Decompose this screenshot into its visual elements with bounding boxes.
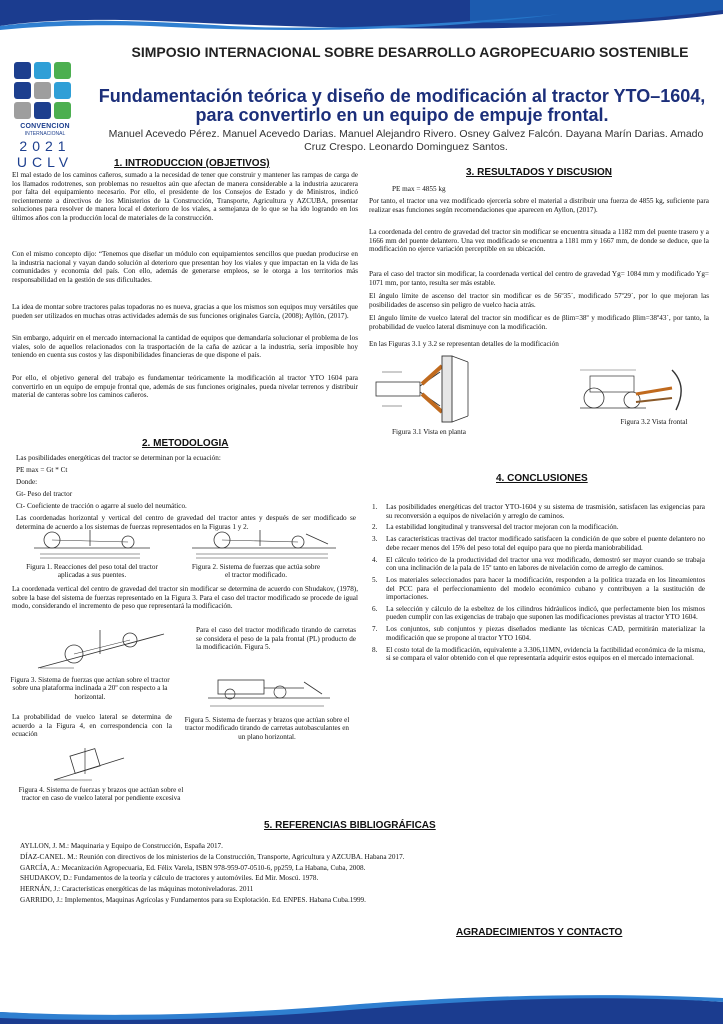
intro-heading: 1. INTRODUCCION (OBJETIVOS) <box>114 158 270 169</box>
figure-3-diagram <box>34 624 168 672</box>
conclusion-item: 1. Las posibilidades energéticas del tractor YTO-1604 y su sistema de trasmisión, satisfacen las exigencias para su reconversión a equipos de nivelación y arreglo de caminos. <box>372 503 705 520</box>
conclusion-text: La estabilidad longitudinal y transversal del tractor mejoran con la modificación. <box>386 523 619 532</box>
figure-3-1-caption: Figura 3.1 Vista en planta <box>392 428 466 436</box>
conclusion-text: El cálculo teórico de la productividad del tractor una vez modificado, demostró ser mayor cuando se trabaja con una inclinación de la pala de 15º tanto en labores de nivelación como de arreglo de caminos. <box>386 555 705 573</box>
conclusion-text: El costo total de la modificación, equivalente a 3.306,11MN, evidencia la factibilidad económica de la misma, si se compara el valor obtenido con el que representaría adquirir estos equipos en el mercado internacional. <box>386 645 705 663</box>
logo-line1: CONVENCION <box>20 123 70 130</box>
figure-4-caption: Figura 4. Sistema de fuerzas y brazos que actúan sobre el tractor en caso de vuelco lateral por pendiente excesiva <box>18 786 184 803</box>
method-heading: 2. METODOLOGIA <box>142 438 229 449</box>
conclusions-list <box>372 503 705 666</box>
logo-tile <box>14 102 31 119</box>
conclusion-item: 8. El costo total de la modificación, equivalente a 3.306,11MN, evidencia la factibilidad económica de la misma, si se compara el valor obtenido con el que representaría adquirir estos equipos en el mercado internacional. <box>372 645 705 663</box>
references-list <box>20 842 540 907</box>
convention-logo <box>14 62 76 170</box>
reference-item: DÍAZ-CANEL. M.: Reunión con directivos de los ministerios de la Construcción, Transporte, Agricultura y AZCUBA. Habana 2017. <box>20 852 405 861</box>
intro-paragraph-5: Por ello, el objetivo general del trabajo es fundamentar teóricamente la modificación al tractor YTO 1604 para convertirlo en un equipo de empuje frontal que, además de sus funciones originales, pueda nivelar terrenos y distribuir material de canteras sobre los caminos cañeros. <box>12 374 358 400</box>
logo-tile <box>34 82 51 99</box>
logo-tile <box>54 102 71 119</box>
method-paragraph-2: Las coordenadas horizontal y vertical del centro de gravedad del tractor antes y después de ser modificado se determina de acuerdo a los sistemas de fuerzas representados en la Figuras 1 y 2. <box>16 514 356 531</box>
figure-3-1-drawing <box>372 352 480 426</box>
acknowledgements-heading: AGRADECIMIENTOS Y CONTACTO <box>456 927 623 938</box>
figure-5-diagram <box>204 668 334 712</box>
logo-tile <box>14 82 31 99</box>
figure-5-caption: Figura 5. Sistema de fuerzas y brazos que actúan sobre el tractor modificado tirando de carretas autobasculantes en un plano horizontal. <box>184 716 350 741</box>
logo-mark <box>14 62 76 119</box>
conclusion-item: 3. Las características tractivas del tractor modificado satisfacen la condición de que sobre el puente delantero no debe recaer menos del 15% del peso total del equipo para que no pierda maniobrabilidad. <box>372 535 705 552</box>
conclusion-text: Las posibilidades energéticas del tractor YTO-1604 y su sistema de trasmisión, satisfacen las exigencias para su reconversión a equipos de nivelación y arreglo de caminos. <box>386 503 705 520</box>
method-paragraph-4: Para el caso del tractor modificado tirando de carretas se considera el peso de la pala frontal (PL) producto de la modificación. Figura 5. <box>196 626 356 652</box>
conference-title: SIMPOSIO INTERNACIONAL SOBRE DESARROLLO AGROPECUARIO SOSTENIBLE <box>131 44 689 60</box>
results-heading: 3. RESULTADOS Y DISCUSION <box>466 167 612 178</box>
figure-3-2-caption: Figura 3.2 Vista frontal <box>620 418 688 426</box>
conclusion-text: Las características tractivas del tractor modificado satisfacen la condición de que sobre el puente delantero no debe recaer menos del 15% del peso total del equipo para que no pierda maniobrabilidad. <box>386 535 705 552</box>
logo-tile <box>14 62 31 79</box>
conclusion-text: Los materiales seleccionados para hacer la modificación, responden a la política trazada en los lineamientos del PCC para el perfeccionamiento del modelo económico cubano y contribuyen a la sustitución de importaciones. <box>386 575 705 602</box>
figure-3-caption: Figura 3. Sistema de fuerzas que actúan sobre el tractor sobre una plataforma inclinada a 20º con respecto a la horizontal. <box>10 676 170 701</box>
conclusion-item: 5. Los materiales seleccionados para hacer la modificación, responden a la política trazada en los lineamientos del PCC para el perfeccionamiento del modelo económico cubano y contribuyen a la sustitución de importaciones. <box>372 575 705 602</box>
method-equation: PE max = Gt * Ct <box>16 466 68 474</box>
conclusion-item: 6. La selección y cálculo de la esbeltez de los cilindros hidráulicos indicó, que perfectamente bien los mismos pueden cumplir con las exigencias de trabajo que suponen las modificaciones previstas al tractor YTO 1604. <box>372 604 705 622</box>
figure-1-caption: Figura 1. Reacciones del peso total del tractor aplicadas a sus puentes. <box>26 563 158 580</box>
results-paragraph-1: Por tanto, el tractor una vez modificado ejercería sobre el material a distribuir una fuerza de 4855 kg, suficiente para realizar esas funciones según recomendaciones que aparecen en Ayllon, (2017). <box>369 197 709 214</box>
intro-paragraph-3: La idea de montar sobre tractores palas topadoras no es nueva, gracias a que los mismos son equipos muy versátiles que pueden ser utilizados en muchas otras actividades además de sus funciones originales García, (2008); Ayllón, (2017). <box>12 303 358 320</box>
results-figures-intro: En las Figuras 3.1 y 3.2 se representan detalles de la modificación <box>369 340 559 348</box>
results-paragraph-4: El ángulo límite de ascenso del tractor sin modificar es de 56º35´, modificado 57º29´, por lo que mejoran las posibilidades de ascenso sin peligro de vuelco hacia atrás. <box>369 292 709 309</box>
logo-tile <box>54 82 71 99</box>
reference-item: HERNÁN, J.: Características energéticas de las máquinas motoniveladoras. 2011 <box>20 885 254 894</box>
figure-4-diagram <box>52 744 126 784</box>
results-paragraph-2: La coordenada del centro de gravedad del tractor sin modificar se encuentra situada a 1182 mm del puente trasero y a 1666 mm del puente delantero. Una vez modificado se encuentra a 1181 mm y 1667 mm, de donde se deduce, que la modificación no ejerce variación perceptible en su ubicación. <box>369 228 709 254</box>
method-gt: Gt- Peso del tractor <box>16 490 73 498</box>
figure-3-2-drawing <box>576 362 704 416</box>
conclusions-heading: 4. CONCLUSIONES <box>496 473 588 484</box>
results-paragraph-3: Para el caso del tractor sin modificar, la coordenada vertical del centro de gravedad Yg= 1084 mm y modificado Yg= 1071 mm, por tanto, resulta ser más estable. <box>369 270 709 287</box>
top-banner <box>0 0 723 38</box>
logo-tile <box>54 62 71 79</box>
references-heading: 5. REFERENCIAS BIBLIOGRÁFICAS <box>264 820 436 831</box>
intro-paragraph-1: El mal estado de los caminos cañeros, sumado a la necesidad de tener que construir y mantener las rampas de carga de los llamados rodotrenes, son problemas no resueltos aún que afectan de manera considerable a la industria azucarera por falta del equipamiento necesario. Por ello, el presidente de los Consejos de Estado y de Ministros, indicó recientemente a directivos de los Ministerios de la Construcción, Transporte, Agricultura y AZCUBA, presentar soluciones para resolver de manera local el deterioro de los viales, a semejanza de lo que se ha ido logrando en los últimos años con la producción local de materiales de la construcción. <box>12 171 358 222</box>
method-paragraph-5: La probabilidad de vuelco lateral se determina de acuerdo a la Figura 4, en correspondencia con la ecuación <box>12 713 172 739</box>
logo-year: 2021 <box>19 138 71 154</box>
authors: Manuel Acevedo Pérez. Manuel Acevedo Darias. Manuel Alejandro Rivero. Osney Galvez Falcón. Dayana Marín Darias. Amado Cruz Crespo. Leonardo Dominguez Santos. <box>108 128 704 153</box>
reference-item: AYLLON, J. M.: Maquinaria y Equipo de Construcción, España 2017. <box>20 842 223 850</box>
method-paragraph-1: Las posibilidades energéticas del tractor se determinan por la ecuación: <box>16 454 221 462</box>
figure-2-caption: Figura 2. Sistema de fuerzas que actúa sobre el tractor modificado. <box>191 563 321 580</box>
figure-1-diagram <box>30 526 154 560</box>
results-pe: PE max = 4855 kg <box>392 185 446 193</box>
logo-line2: INTERNACIONAL <box>24 131 66 137</box>
method-paragraph-3: La coordenada vertical del centro de gravedad del tractor sin modificar se determina de acuerdo con Shudakov, (1978), sobre la base del sistema de fuerzas representado en la Figura 3. Para el caso del tractor modificado se procede de igual modo, considerando el incremento de peso que representará la modificación. <box>12 585 358 611</box>
intro-paragraph-2: Con el mismo concepto dijo: “Tenemos que diseñar un módulo con equipamientos sencillos que puedan producirse en la industria nacional y vayan dando solución al deterioro que presentan hoy los viales y que impactan en la vida de las comunidades y economía del país. Con ello, además de generarse empleos, se le otorga a los territorios más responsabilidad en la gestión de sus dificultades. <box>12 250 358 284</box>
logo-tile <box>34 102 51 119</box>
method-donde: Donde: <box>16 478 38 486</box>
figure-2-diagram <box>188 526 340 560</box>
conclusion-item: 7. Los conjuntos, sub conjuntos y piezas diseñados mediante las técnicas CAD, permitirán materializar la modificación que se propone al tractor YTO 1604. <box>372 625 705 642</box>
reference-item: SHUDAKOV, D.: Fundamentos de la teoría y cálculo de tractores y automóviles. Ed Mir. Moscú. 1978. <box>20 874 319 883</box>
reference-item: GARRIDO, J.: Implementos, Maquinas Agrícolas y Fundamentos para su Explotación. Ed. ENPES. Habana Cuba.1999. <box>20 895 366 904</box>
reference-item: GARCÍA, A.: Mecanización Agropecuaria, Ed. Félix Varela, ISBN 978-959-07-0510-6, pp259, La Habana, Cuba, 2008. <box>20 863 366 872</box>
results-paragraph-5: El ángulo límite de vuelco lateral del tractor sin modificar es de βlim=38º y modificado βlim=38º43´, por tanto, la probabilidad de vuelco lateral disminuye con la modificación. <box>369 314 709 331</box>
logo-org: UCLV <box>16 154 74 170</box>
poster-title: Fundamentación teórica y diseño de modificación al tractor YTO–1604, para convertirlo en un equipo de empuje frontal. <box>98 86 706 125</box>
intro-paragraph-4: Sin embargo, adquirir en el mercado internacional la cantidad de equipos que demandaría solucionar el problema de los viales, solo de aquellos relacionados con la trasportación de la caña de azúcar a la industria, sería imposible hoy teniendo en cuenta sus costos y las disponibilidades financieras de que dispone el país. <box>12 334 358 360</box>
method-ct: Ct- Coeficiente de tracción o agarre al suelo del neumático. <box>16 502 187 510</box>
conclusion-item: 2. La estabilidad longitudinal y transversal del tractor mejoran con la modificación. <box>372 523 619 532</box>
conclusion-text: La selección y cálculo de la esbeltez de los cilindros hidráulicos indicó, que perfectamente bien los mismos pueden cumplir con las exigencias de trabajo que suponen las modificaciones previstas al tractor YTO 1604. <box>386 604 705 622</box>
logo-tile <box>34 62 51 79</box>
conclusion-item: 4. El cálculo teórico de la productividad del tractor una vez modificado, demostró ser mayor cuando se trabaja con una inclinación de la pala de 15º tanto en labores de nivelación como de arreglo de caminos. <box>372 555 705 573</box>
bottom-banner <box>0 990 723 1024</box>
conclusion-text: Los conjuntos, sub conjuntos y piezas diseñados mediante las técnicas CAD, permitirán materializar la modificación que se propone al tractor YTO 1604. <box>386 625 705 642</box>
